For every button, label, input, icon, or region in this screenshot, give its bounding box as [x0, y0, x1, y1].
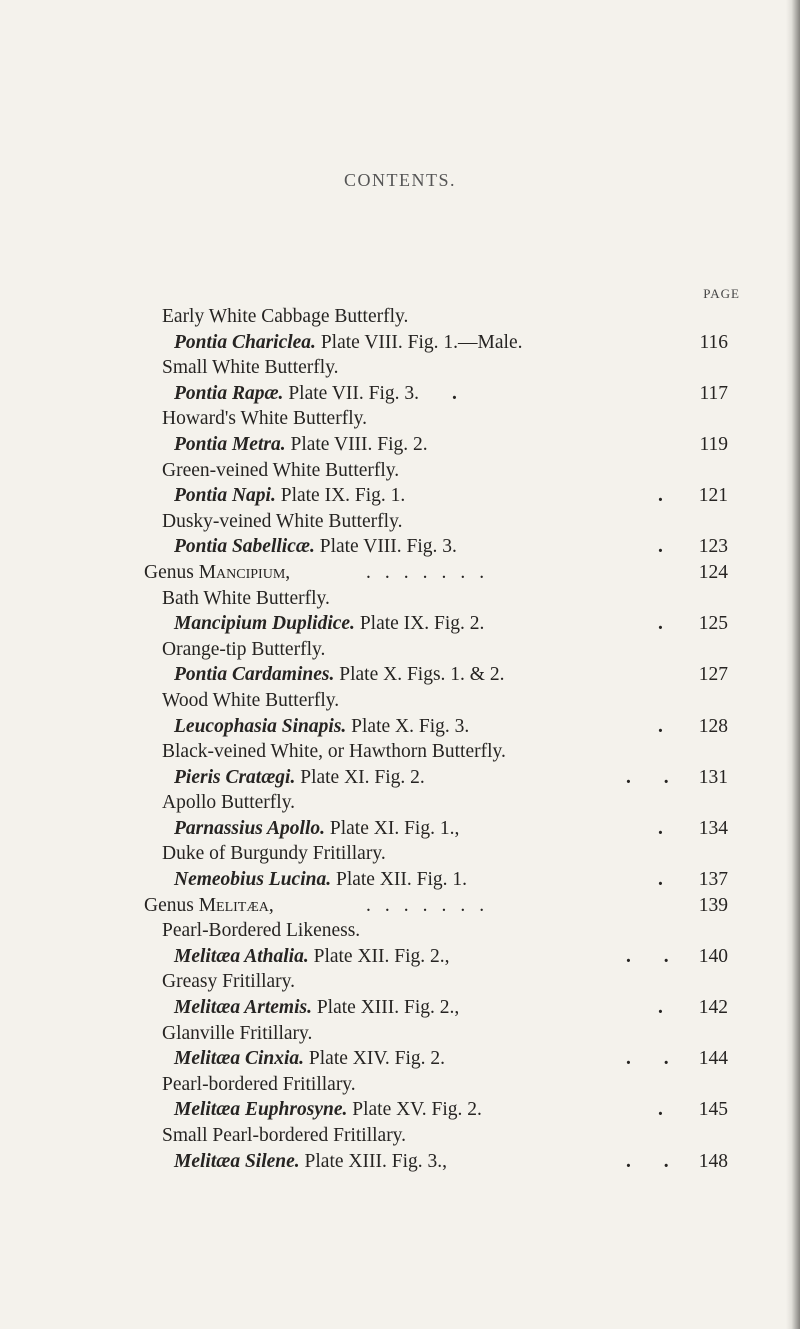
plate-reference: Plate X. Figs. 1. & 2.: [339, 664, 505, 686]
species-name: Melitæa Athalia.: [174, 945, 309, 967]
common-name: Wood White Butterfly.: [162, 689, 340, 711]
leader-dots: . .: [626, 766, 683, 788]
common-name: Greasy Fritillary.: [162, 971, 296, 993]
common-name: Pearl-Bordered Likeness.: [162, 920, 361, 942]
leader-dots: .: [658, 536, 663, 558]
entry-title-row: [0, 1021, 800, 1047]
entry-title-row: [0, 458, 800, 484]
species-name: Pontia Rapæ.: [174, 382, 284, 404]
common-name: Dusky-veined White Butterfly.: [162, 510, 403, 532]
entry-species-row: [0, 432, 800, 458]
species-line: [174, 483, 405, 509]
plate-reference: Plate XV. Fig. 2.: [352, 1099, 482, 1121]
entry-species-row: [0, 1046, 800, 1072]
leader-dots: . .: [626, 1048, 683, 1070]
species-name: Leucophasia Sinapis.: [174, 715, 347, 737]
species-line: [174, 1097, 482, 1123]
entry-species-row: [0, 867, 800, 893]
entry-species-row: [0, 816, 800, 842]
page-number: 127: [698, 664, 728, 686]
plate-reference: Plate XI. Fig. 2.: [300, 766, 425, 788]
leader-dots: .: [658, 1099, 663, 1121]
page-number: 145: [698, 1099, 728, 1121]
plate-reference: Plate IX. Fig. 2.: [359, 613, 485, 635]
plate-reference: Plate XIII. Fig. 2.,: [316, 997, 460, 1019]
entry-title-row: [0, 841, 800, 867]
genus-row: [0, 560, 800, 586]
common-name: Glanville Fritillary.: [162, 1022, 313, 1044]
species-line: [174, 662, 504, 688]
plate-reference: Plate XI. Fig. 1.,: [329, 817, 460, 839]
entry-species-row: [0, 765, 800, 791]
page-number: 134: [698, 817, 728, 839]
leader-dots: .: [452, 382, 457, 404]
leader-dots: .: [658, 613, 663, 635]
entry-species-row: [0, 483, 800, 509]
species-line: [174, 1149, 447, 1175]
species-name: Melitæa Cinxia.: [174, 1048, 305, 1070]
entry-species-row: [0, 662, 800, 688]
common-name: Duke of Burgundy Fritillary.: [162, 843, 386, 865]
plate-reference: Plate XIII. Fig. 3.,: [304, 1150, 447, 1172]
entry-species-row: [0, 714, 800, 740]
genus-label: Genus: [144, 561, 194, 583]
leader-dots: .: [658, 715, 663, 737]
entry-title-row: [0, 969, 800, 995]
common-name: Bath White Butterfly.: [162, 587, 330, 609]
entry-species-row: [0, 944, 800, 970]
entry-title-row: [0, 637, 800, 663]
leader-dots: .......: [366, 561, 499, 583]
entry-species-row: [0, 330, 800, 356]
page-number: 119: [699, 433, 728, 455]
leader-dots: .......: [366, 894, 499, 916]
species-name: Pontia Napi.: [174, 485, 276, 507]
page-number: 117: [699, 382, 728, 404]
species-line: [174, 330, 522, 356]
plate-reference: Plate XII. Fig. 1.: [335, 869, 468, 891]
common-name: Orange-tip Butterfly.: [162, 638, 326, 660]
page-number: 144: [698, 1048, 728, 1070]
entry-species-row: [0, 1149, 800, 1175]
leader-dots: .: [658, 997, 663, 1019]
species-line: [174, 867, 467, 893]
species-line: [174, 432, 428, 458]
entry-title-row: [0, 509, 800, 535]
species-line: [174, 816, 459, 842]
entry-species-row: [0, 381, 800, 407]
entry-species-row: [0, 1097, 800, 1123]
entry-species-row: [0, 611, 800, 637]
plate-reference: Plate X. Fig. 3.: [351, 715, 470, 737]
entry-title-row: [0, 739, 800, 765]
entry-title-row: [0, 790, 800, 816]
entry-title-row: [0, 355, 800, 381]
species-name: Nemeobius Lucina.: [174, 869, 332, 891]
species-name: Pontia Cardamines.: [174, 664, 335, 686]
plate-reference: Plate XII. Fig. 2.,: [313, 945, 450, 967]
leader-dots: . .: [626, 945, 683, 967]
species-name: Melitæa Artemis.: [174, 997, 312, 1019]
plate-reference: Plate VII. Fig. 3.: [288, 382, 420, 404]
page-number: 131: [698, 766, 728, 788]
species-line: [174, 611, 484, 637]
entry-species-row: [0, 995, 800, 1021]
plate-reference: Plate VIII. Fig. 1.—Male.: [320, 331, 523, 353]
entry-species-row: [0, 534, 800, 560]
common-name: Small Pearl-bordered Fritillary.: [162, 1125, 407, 1146]
page-number: 148: [698, 1150, 728, 1172]
common-name: Apollo Butterfly.: [162, 792, 296, 814]
page-number: 116: [699, 331, 728, 353]
species-line: [174, 1046, 445, 1072]
genus-name: Melitæa,: [198, 894, 274, 916]
page-number: 124: [698, 561, 728, 583]
entry-title-row: [0, 304, 800, 330]
plate-reference: Plate VIII. Fig. 3.: [319, 536, 457, 558]
species-line: [174, 765, 425, 791]
contents-list: [0, 304, 800, 1174]
genus-heading: [144, 560, 290, 586]
species-name: Melitæa Silene.: [174, 1150, 300, 1172]
common-name: Pearl-bordered Fritillary.: [162, 1073, 356, 1095]
species-line: [174, 534, 457, 560]
page-number: 128: [698, 715, 728, 737]
species-line: [174, 995, 459, 1021]
leader-dots: . .: [626, 1150, 683, 1172]
species-line: [174, 944, 450, 970]
page-number: 125: [698, 613, 728, 635]
leader-dots: .: [658, 817, 663, 839]
species-name: Pontia Sabellicæ.: [174, 536, 315, 558]
common-name: Early White Cabbage Butterfly.: [162, 306, 409, 327]
common-name: Green-veined White Butterfly.: [162, 459, 400, 481]
plate-reference: Plate XIV. Fig. 2.: [308, 1048, 446, 1070]
page-number: 140: [698, 945, 728, 967]
page-number: 123: [698, 536, 728, 558]
species-name: Melitæa Euphrosyne.: [174, 1099, 348, 1121]
entry-title-row: [0, 918, 800, 944]
entry-title-row: [0, 1123, 800, 1149]
genus-row: [0, 893, 800, 919]
running-head: CONTENTS.: [344, 170, 456, 190]
species-name: Mancipium Duplidice.: [174, 613, 355, 635]
leader-dots: .: [658, 869, 663, 891]
genus-label: Genus: [144, 894, 194, 916]
species-name: Pontia Metra.: [174, 433, 286, 455]
entry-title-row: [0, 688, 800, 714]
species-line: [174, 714, 469, 740]
species-name: Parnassius Apollo.: [174, 817, 325, 839]
species-name: Pontia Chariclea.: [174, 331, 316, 353]
page-column-label: PAGE: [703, 286, 740, 301]
common-name: Howard's White Butterfly.: [162, 408, 367, 430]
plate-reference: Plate IX. Fig. 1.: [280, 485, 406, 507]
species-name: Pieris Cratægi.: [174, 766, 296, 788]
species-line: [174, 381, 419, 407]
common-name: Small White Butterfly.: [162, 357, 339, 379]
common-name: Black-veined White, or Hawthorn Butterfly.: [162, 741, 506, 763]
page-number: 137: [698, 869, 728, 891]
leader-dots: .: [658, 485, 663, 507]
page-number: 139: [698, 894, 728, 916]
page-number: 121: [698, 485, 728, 507]
page-number: 142: [698, 997, 728, 1019]
entry-title-row: [0, 406, 800, 432]
entry-title-row: [0, 586, 800, 612]
plate-reference: Plate VIII. Fig. 2.: [290, 433, 428, 455]
genus-heading: [144, 893, 274, 919]
entry-title-row: [0, 1072, 800, 1098]
genus-name: Mancipium,: [198, 561, 291, 583]
